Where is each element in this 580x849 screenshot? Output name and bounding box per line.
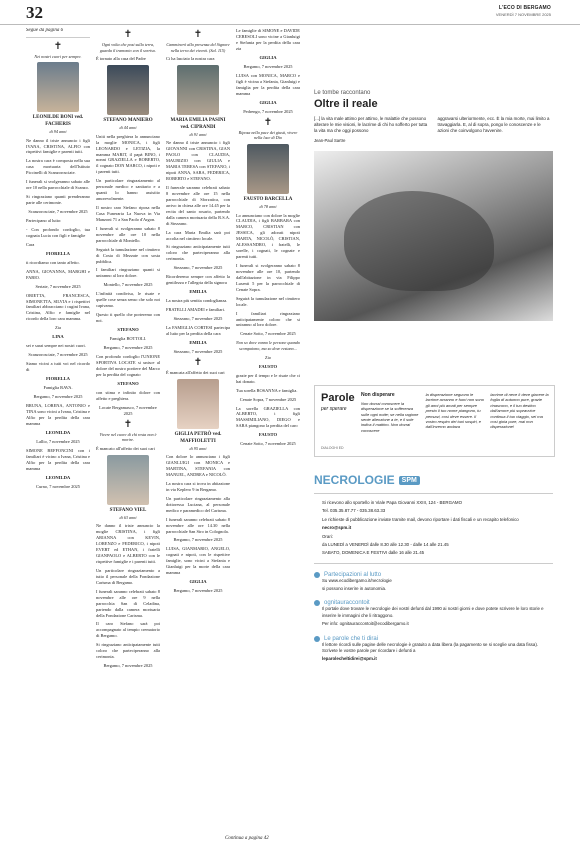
name-signature: LEONILDA <box>45 429 71 435</box>
place-date: Bergamo, 7 novembre 2025 <box>243 63 293 69</box>
web-link[interactable]: Su www.ecodibergamo.it/necrologie <box>322 577 392 583</box>
epigraph: Non so dove vanno le persone quando scompaiono, ma so dove restano... <box>236 340 300 351</box>
poem-col-3: lacrime di neve lì deve giacere la foglia di autunno pure, grazie rinascono, e il tuo destino dall'amore più sopravvive continua il tuo viaggio, sei ma così gioia pure, mai non disperazione! <box>490 392 549 430</box>
notice-text: I funerali si svolgeranno sabato 8 novembre alle ore 10, partendo dall'abitazione in via Filippo Lusenti 5 per la parrocchiale di Cenate Sopra. <box>236 263 300 292</box>
name-signature: FAUSTO <box>258 432 278 438</box>
notice-text: Il caro Stefano sarà poi accompagnato al tempio crematorio di Bergamo. <box>96 621 160 639</box>
cross-icon: ✝ <box>123 418 133 430</box>
notice-text: Famiglia RAVA. <box>43 385 73 391</box>
notice-text: Ricorderemo sempre con affetto la gentilezza e l'allegria della signora <box>166 274 230 286</box>
notice-text: La nostra più sentita condoglianza. <box>166 298 228 304</box>
poem-heading: Non disperare <box>361 392 395 398</box>
notice-text: Si ringraziano anticipatamente tutti coloro che parteciperanno alla cerimonia. <box>166 244 230 262</box>
poem-col-1 <box>361 392 421 433</box>
email-link[interactable]: leparolecheltidirei@spm.it <box>322 656 377 662</box>
cross-icon: ✝ <box>193 29 203 40</box>
deceased-name: MARIA EMILIA PASINI ved. CIPRANDI <box>170 118 226 131</box>
column-3 <box>166 28 230 828</box>
email-link[interactable]: Per info: ognitauraccontoit@ecodibergamo.it <box>322 621 409 627</box>
notice-text: Uniti nella preghiera lo annunciano la moglie MONICA, i figli LEONARDO e LETIZIA, la mamma MARIT, il papà BINO, i nonni GRAZIELLA e ROBERTO, il cognato DON MARCO, i nipoti e i parenti tutti. <box>96 133 160 175</box>
notice-text: Con profondo cordoglio l'UNIONE SPORTIVA LOCATE si unisce al dolore del nostro portiere del Marco per la perdita del cognato <box>96 354 160 377</box>
notice-text: È mancata all'affetto dei suoi cari <box>166 370 225 376</box>
deceased-name: LEONILDE BONI ved. FACHERIS <box>32 115 84 128</box>
notice-text: Con dolore lo annunciano i figli GIANLUIGI con MONICA e MARTINA, STEFANIA con MANUEL, ANDREA e NICOLÒ. <box>166 454 230 477</box>
deceased-name: FAUSTO BARCELLA <box>243 197 293 203</box>
name-signature: EMILIA <box>189 289 207 295</box>
info-text: si possono inserire in autonomia. <box>322 586 387 591</box>
sculpture-photo <box>314 151 553 321</box>
feature-body <box>314 116 553 134</box>
page-header <box>0 0 580 25</box>
parole-byline: DIALOGHI ED <box>321 446 344 450</box>
notice-text: Seguirà la tumulazione nel cimitero di Costa di Mezzate con sosta pubblica. <box>96 246 160 264</box>
name-signature: FIORELLA <box>46 250 70 256</box>
spm-logo: SPM <box>399 476 420 485</box>
notice-text: La sorella GRAZIELLA con ALBERTO, i figli MASSIMILIANO, DIEGO e SARA piangono la perdita del caro <box>236 405 300 429</box>
column-2 <box>96 28 160 828</box>
notice-text: Si ringraziano quanti prenderanno parte alle cerimonie. <box>26 194 90 206</box>
parole-poem <box>361 392 550 433</box>
notice-text: La cara Maria Emilia sarà poi accolta nel cimitero locale. <box>166 229 230 241</box>
place-date: Scanzorosciate, 7 novembre 2025 <box>28 352 88 358</box>
notice-text: Seguirà la tumulazione nel cimitero locale. <box>236 295 300 307</box>
notice-text: Cara <box>26 241 35 247</box>
place-date: Montello, 7 novembre 2025 <box>103 282 153 288</box>
place-date: Seriate, 7 novembre 2025 <box>35 283 81 289</box>
continued-from: Segue da pagina 6 <box>26 28 90 38</box>
feature-text-right: aggravarsi ulteriormente, ecc. È la mia morte, mai limito a travaggiarla. E, al di sopra, pongo le conoscenze e le azioni che coinvolgono l'avvenire. <box>437 116 550 133</box>
deceased-name: STEFANO VIEL <box>109 507 147 513</box>
name-signature: LINA <box>52 334 64 340</box>
notice-text: Ne danno il triste annuncio la moglie CRISTINA, i figli ARIANNA con KEVIN, LORENZO e FEDERICO, i nipoti EVERT ed ETHAN, i fratelli GIANPAOLO e ALBERTO con le rispettive famiglie e i parenti tutti. <box>96 523 160 565</box>
notice-text: LUISA, GIANMARIO, ANGELO, cognati e nipoti, con le rispettive famiglie, sono vicini a Stefania e Gianluigi per la morte della cara mamma <box>166 546 230 576</box>
notice-text: SIMONE BEFFONCINI con i familiari è vicino a Ivana, Cristina e Alfio per la perdita della cara mamma <box>26 448 90 471</box>
notice-text: La FAMIGLIA CORTESI partecipa al lutto per la perdita della cara <box>166 325 230 337</box>
parole-box <box>314 385 555 457</box>
continued-on: Continua a pagina 42 <box>225 836 269 841</box>
notice-text: La nostra cara si trova in abitazione in via Keplero 9 in Bergamo. <box>166 480 230 492</box>
notice-text: I funerali si svolgeranno sabato 8 novembre alle ore 10 nella parrocchiale di Montello. <box>96 225 160 243</box>
parole-subtitle: per sperare <box>321 406 347 412</box>
bullet-icon <box>314 572 320 578</box>
place-date: Locate Bergamasco, 7 novembre 2025 <box>99 404 157 416</box>
section-title: Partecipazioni al lutto <box>324 571 382 578</box>
place-date: Lallio, 7 novembre 2025 <box>36 439 80 445</box>
notice-text: Un particolare ringraziamento al personale medico e sanitario e a quanti lo hanno assistito amorevolmente. <box>96 178 160 202</box>
feature-title: Oltre il reale <box>314 98 378 110</box>
place-date: Cenate Sotto, 7 novembre 2025 <box>240 441 296 447</box>
feature-author: Jean-Paul Sartre <box>314 137 346 143</box>
place-date: Bergamo, 7 novembre 2025 <box>103 663 153 669</box>
epigraph: Ogni volta che posi sulla terra, guarda il tramonto con il sorriso. <box>99 42 157 53</box>
place-date: Stezzano, 7 novembre 2025 <box>173 316 223 322</box>
notice-text: Il nostro caro Stefano riposa nella Casa Funeraria La Nuova in Via Manzoni 71 a San Paolo d'Argon. <box>96 205 160 222</box>
newspaper-name: L'ECO DI BERGAMO <box>498 5 551 11</box>
epigraph: Vivere nel cuore di chi resta non è morire. <box>99 431 157 443</box>
cross-icon: ✝ <box>53 40 63 52</box>
portrait-photo <box>177 65 219 115</box>
name-signature: LEONILDA <box>45 474 71 480</box>
deceased-age: di 78 anni <box>259 203 277 209</box>
notice-text: I familiari ringraziano quanti si uniranno al loro dolore. <box>96 267 160 279</box>
notice-text: FRATELLI AMADEI e familiari. <box>166 307 226 313</box>
notice-text: L'infinità condivisa, le risate e quelle cose senza senso che solo noi capivamo. <box>96 291 160 309</box>
place-date: Bergamo, 7 novembre 2025 <box>103 345 153 351</box>
notice-text: Un particolare ringraziamento a tutto il personale della Fondazione Carisma di Bergamo. <box>96 567 160 585</box>
name-signature: FIORELLA <box>46 376 70 382</box>
place-date: Pedrengo, 7 novembre 2025 <box>243 108 293 114</box>
place-date: Bergamo, 7 novembre 2025 <box>173 588 223 594</box>
page-number: 32 <box>26 3 43 22</box>
info-text: Il lettore ricordi sulle pagine delle necrologie è gratuito a data libera (la pagamento se si sceglie una data fissa). Scrivete le vostre parole per ricordare i defunti a <box>322 641 538 653</box>
poem-col-2: la disperazione seguono le lacrime avranno e fuori non sono gli anni più amati per sempre presto il tuo nome piangono, tu pensavi, così deve essere. Il vostro respiro dei tuoi sospiri, e dall'inverno andava <box>425 392 484 430</box>
epigraph: Riposa nella pace dei giusti, vivere nella luce di Dio <box>238 129 298 141</box>
notice-text: I funerali saranno celebrati sabato 8 novembre alle ore 14.30 nella parrocchiale San Siro in Colognola. <box>166 516 230 534</box>
notice-text: Ci ha lasciato la nostra cara <box>166 56 215 62</box>
deceased-age: di 63 anni <box>119 514 137 520</box>
place-date: Curno, 7 novembre 2025 <box>36 484 80 490</box>
feature-kicker: Le tombe raccontano <box>314 90 371 96</box>
notice-text: Il funerale saranno celebrati sabato 8 novembre alle ore 15 nella parrocchiale di Sforzatica, con arrivo in chiesa alle ore 14.45 per la recita del santo rosario, partendo dalla camera mortuaria della R.S.A. di Stezzano. <box>166 185 230 226</box>
deceased-age: di 44 anni <box>119 125 137 131</box>
info-text: Tel. 035.35.87.77 - 035.38.63.33 <box>322 508 386 514</box>
notice-text: Zia <box>55 325 61 331</box>
feature-text-left: [...] la vita male attimo per attimo, le malattie che possono alterare le mie visioni, le lacrime di chi ho sofferto per tutta la vita ma che oggi possono <box>314 116 428 133</box>
cross-icon: ✝ <box>123 29 133 40</box>
notice-text: LUISA con MONICA, MARCO e figli è vicina a Stefania, Gianluigi e famiglia per la perdita della cara mamma <box>236 72 300 96</box>
info-text: Si ricevono allo sportello in Viale Papa Giovanni XXIII, 124 - BERGAMO <box>322 500 463 505</box>
place-date: Cenate Sopra, 7 novembre 2025 <box>239 396 297 402</box>
notice-text: Partecipano al lutto: <box>26 217 62 223</box>
notice-text: Tua sorella ROSANNA e famiglia. <box>236 387 298 393</box>
notice-text: - Con profondo cordoglio, tua cognata Lucia con figli e famiglie <box>26 226 90 238</box>
cross-icon: ✝ <box>263 116 273 128</box>
name-signature: EMILIA <box>189 339 207 345</box>
parole-title: Parole <box>321 392 355 404</box>
deceased-name: GIGLIA PETRÒ ved. MAFFIOLETTI <box>174 432 222 444</box>
notice-text: Un particolare ringraziamento alla dottoressa Luciana, al personale medico e paramedico del Carisma. <box>166 495 230 513</box>
notice-text: Questo ti quello che porteremo con noi. <box>96 312 160 324</box>
notice-text: ANNA, GIOVANNA, MARGHI e FABIO. <box>26 268 90 280</box>
notice-text: Lo annunciano con dolore la moglie CLAUDIA, i figli BARBARA con MARCO, CRISTIAN con JESSICA, gli adorati nipoti MARTA, NICOLÒ, CRISTIAN, ALESSANDRO, i fratelli, le sorelle, i cognati, le cognate e parenti tutti. <box>236 212 300 260</box>
notice-text: Zio <box>264 354 272 360</box>
section-title: ognitauraccontoit <box>324 600 370 607</box>
name-signature: GIGLIA <box>259 99 277 105</box>
info-text: SABATO, DOMENICA E FESTIVI dalle 16 alle 21.45 <box>322 550 425 556</box>
necrologie-header <box>314 473 553 487</box>
deceased-age: di 91 anni <box>189 131 207 137</box>
deceased-age: di 94 anni <box>49 128 67 134</box>
column-4 <box>236 28 300 828</box>
notice-text: Siamo vicini a tutti voi nel ricordo di <box>26 361 90 373</box>
name-signature: GIGLIA <box>259 54 277 60</box>
notice-text: Famiglia BOTTOLI. <box>109 336 147 342</box>
notice-text: I familiari ringraziano anticipatamente coloro che si uniranno al loro dolore. <box>236 310 300 328</box>
place-date: Scanzorosciate, 7 novembre 2025 <box>28 208 88 214</box>
notice-text: ti ricordiamo con tanto affetto. <box>26 259 80 265</box>
divider <box>314 493 553 494</box>
name-signature: FAUSTO <box>258 363 278 369</box>
place-date: Stezzano, 7 novembre 2025 <box>173 265 223 271</box>
feature-article <box>314 90 553 364</box>
portrait-photo <box>37 62 79 112</box>
info-text: Il portale dove trovare le necrologie dei vostri defunti dal 1990 ai nostri giorni e dove potete scrivere le loro storie e inserire le immagini che li ritraggono. <box>322 606 544 618</box>
place-date: Cenate Sotto, 7 novembre 2025 <box>240 331 296 337</box>
notice-text: ORIETTA, FRANCESCA, SIMONETTA, SILVIA e i rispettivi familiari abbracciano i cugini Ivana, Cristina, Alfio e famiglie nel ricordo della loro cara mamma. <box>26 292 90 322</box>
place-date: Stezzano, 7 novembre 2025 <box>173 349 223 355</box>
section-title: Le parole che ti dirai <box>324 635 379 642</box>
epigraph: Nei nostri cuori per sempre. <box>34 53 82 59</box>
email-link[interactable]: necro@spm.it <box>322 525 352 531</box>
necrologie-info <box>314 473 553 843</box>
poem-text: Non dovrai conoscere la disperazione se la sofferenza sulle ogni notte; se nella ragione sente allenzione a te, e il sole indica il mattino. Non dovrai conoscere <box>361 400 419 433</box>
notice-text: Le famiglie di SIMONE e DAVIDE CERESOLI sono vicine a Gianluigi e Stefania per la perdita della cara zia <box>236 28 300 51</box>
notice-text: sei e sarai sempre nei nostri cuori. <box>26 343 86 349</box>
name-signature: STEFANO <box>117 380 139 386</box>
place-date: Bergamo, 7 novembre 2025 <box>173 537 223 543</box>
notice-text: grazie per il tempo e le risate che ci hai donato. <box>236 372 300 384</box>
info-text: Orari: <box>322 533 333 539</box>
portrait-photo <box>107 65 149 115</box>
issue-date: VENERDÌ 7 NOVEMBRE 2025 <box>495 12 551 17</box>
name-signature: GIGLIA <box>189 579 207 585</box>
notice-text: È tornato alla casa del Padre <box>96 56 146 62</box>
notice-text: Ne danno il triste annuncio i figli IVANA, CRISTINA, ALFIO con rispettivi famiglie e parenti tutti. <box>26 137 90 155</box>
notice-text: È mancato all'affetto dei suoi cari <box>96 446 155 452</box>
notice-text: Si ringraziano anticipatamente tutti coloro che parteciperanno alla cerimonia. <box>96 642 160 660</box>
deceased-name: STEFANO MANIERO <box>103 118 153 124</box>
notice-text: BRUNA, LORENA, ANTONIO e TINA sono vicini a Ivana, Cristina e Alfio per la perdita della cara mamma <box>26 403 90 427</box>
notice-text: I funerali saranno celebrati sabato 8 novembre alle ore 9 nella parrocchia San di Celadina, partendo dalla camera mortuaria della Fondazione Carisma. <box>96 588 160 618</box>
info-text: Le richieste di pubblicazione inviate tramite mail, devono riportare i dati fiscali e un recapito telefonico <box>322 516 519 522</box>
notice-text: con stima e infinito dolore con affetto e preghiera. <box>96 389 160 401</box>
notice-text: La nostra cara è composta nella sua casa mortuaria dell'Istituto Piccinelli di Scanzorosciate. <box>26 158 90 176</box>
name-signature: STEFANO <box>117 326 139 332</box>
portrait-photo <box>177 379 219 429</box>
notice-text: I funerali si svolgeranno sabato alle ore 10 nella parrocchiale di Scanzo. <box>26 179 90 191</box>
notice-text: Ne danno il triste annuncio i figli GIOVANNI con CRISTINA, GIAN PAOLO con CLAUDIA, MAURIZIO con GIULIA e MARIA TERESA con STEFANO, i nipoti ANNA, SARA, FEDERICA, ROBERTO e STEFANO. <box>166 140 230 182</box>
epigraph: Camminerò alla presenza del Signore nella terra dei viventi. (Sal. 115) <box>166 42 230 53</box>
info-text: da LUNEDÌ a VENERDÌ dalle 8.30 alle 12.30 - dalle 14 alle 21.45 <box>322 541 449 547</box>
portrait-photo <box>107 455 149 505</box>
necrologie-title: NECROLOGIE <box>314 473 395 487</box>
bullet-icon <box>314 636 320 642</box>
place-date: Bergamo, 7 novembre 2025 <box>33 394 83 400</box>
divider <box>314 563 553 564</box>
portrait-photo <box>247 144 289 194</box>
column-1 <box>26 28 90 828</box>
deceased-age: di 95 anni <box>189 445 207 451</box>
cross-icon: ✝ <box>193 357 203 369</box>
bullet-icon <box>314 600 320 606</box>
